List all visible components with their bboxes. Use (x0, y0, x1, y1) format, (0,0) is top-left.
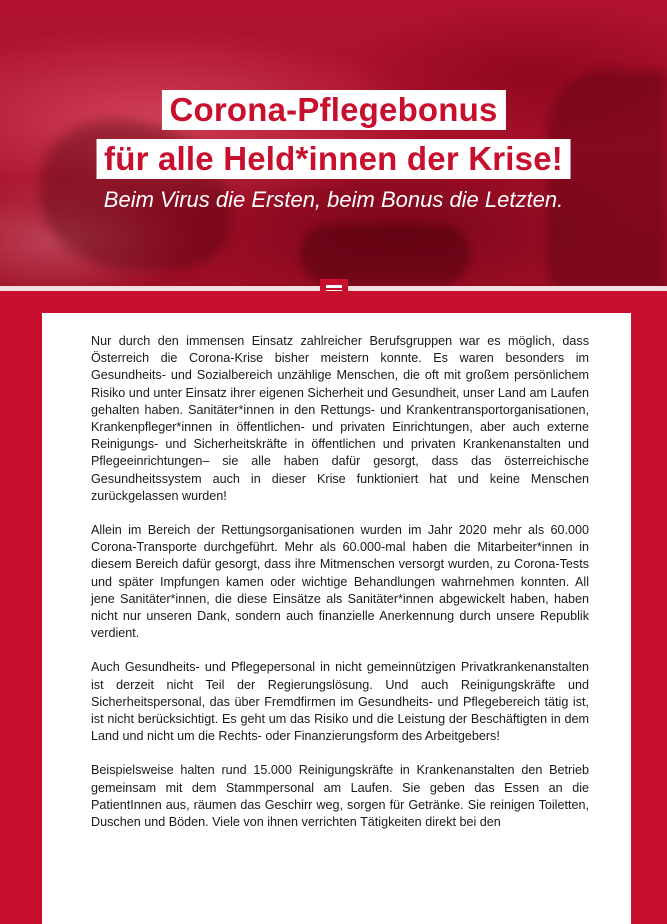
paragraph: Beispielsweise halten rund 15.000 Reinigungskräfte in Krankenanstalten den Betrieb gemeinsam mit dem Stammpersonal am Laufen. Sie geben das Essen an die PatientInnen aus, räumen das Geschirr weg, sorgen für Getränke. Sie reinigen Toiletten, Duschen und Böden. Viele von ihnen verrichten Tätigkeiten direkt bei den (91, 763, 589, 830)
header-banner (0, 0, 667, 300)
paragraph: Nur durch den immensen Einsatz zahlreicher Berufsgruppen war es möglich, dass Österreich die Corona-Krise bisher meistern konnte. Es waren besonders im Gesundheits- und Sozialbereich unzählige Menschen, die oft mit großem persönlichem Risiko und unter Einsatz ihrer eigenen Sicherheit und Gesundheit, unser Land am Laufen gehalten haben. Sanitäter*innen in den Rettungs- und Krankentransportorganisationen, Krankenpfleger*innen in öffentlichen- und privaten Einrichtungen, aber auch externe Reinigungs- und Sicherheitskräfte in öffentlichen und privaten Krankenanstalten und Pflegeeinrichtungen– sie alle haben dafür gesorgt, dass das österreichische Gesundheitssystem auch in dieser Krise funktioniert hat und keine Menschen zurückgelassen wurden! (91, 334, 589, 503)
paragraph: Auch Gesundheits- und Pflegepersonal in nicht gemeinnützigen Privatkrankenanstalten ist derzeit nicht Teil der Regierungslösung. Und auch Reinigungskräfte und Sicherheitspersonal, das über Fremdfirmen im Gesundheits- und Pflegebereich tätig ist, ist nicht berücksichtigt. Es geht um das Risiko und die Leistung der Beschäftigten in dem Land und nicht um die Rechts- oder Finanzierungsform des Arbeitgebers! (91, 660, 589, 744)
red-frame-left (0, 291, 42, 924)
headline-line-2: für alle Held*innen der Krise! (96, 139, 571, 179)
paragraph: Allein im Bereich der Rettungsorganisationen wurden im Jahr 2020 mehr als 60.000 Corona-Transporte durchgeführt. Mehr als 60.000-mal haben die Mitarbeiter*innen in diesem Bereich dafür gesorgt, dass ihre Mitmenschen versorgt wurden, zu Corona-Tests und später Impfungen kamen oder wichtige Behandlungen wahrnehmen konnten. All jene Sanitäter*innen, die diese Einsätze als Sanitäter*innen abgewickelt haben, haben nicht nur unseren Dank, sondern auch finanzielle Anerkennung durch unsere Republik verdient. (91, 523, 589, 641)
subheadline: Beim Virus die Ersten, beim Bonus die Letzten. (103, 187, 564, 212)
background-photo-shape (300, 225, 470, 285)
headline-line-1: Corona-Pflegebonus (161, 90, 505, 130)
red-frame-top (0, 291, 667, 313)
text-panel (42, 313, 631, 924)
red-frame-right (631, 291, 667, 924)
background-photo-shape (547, 70, 667, 290)
body-text (91, 333, 589, 848)
